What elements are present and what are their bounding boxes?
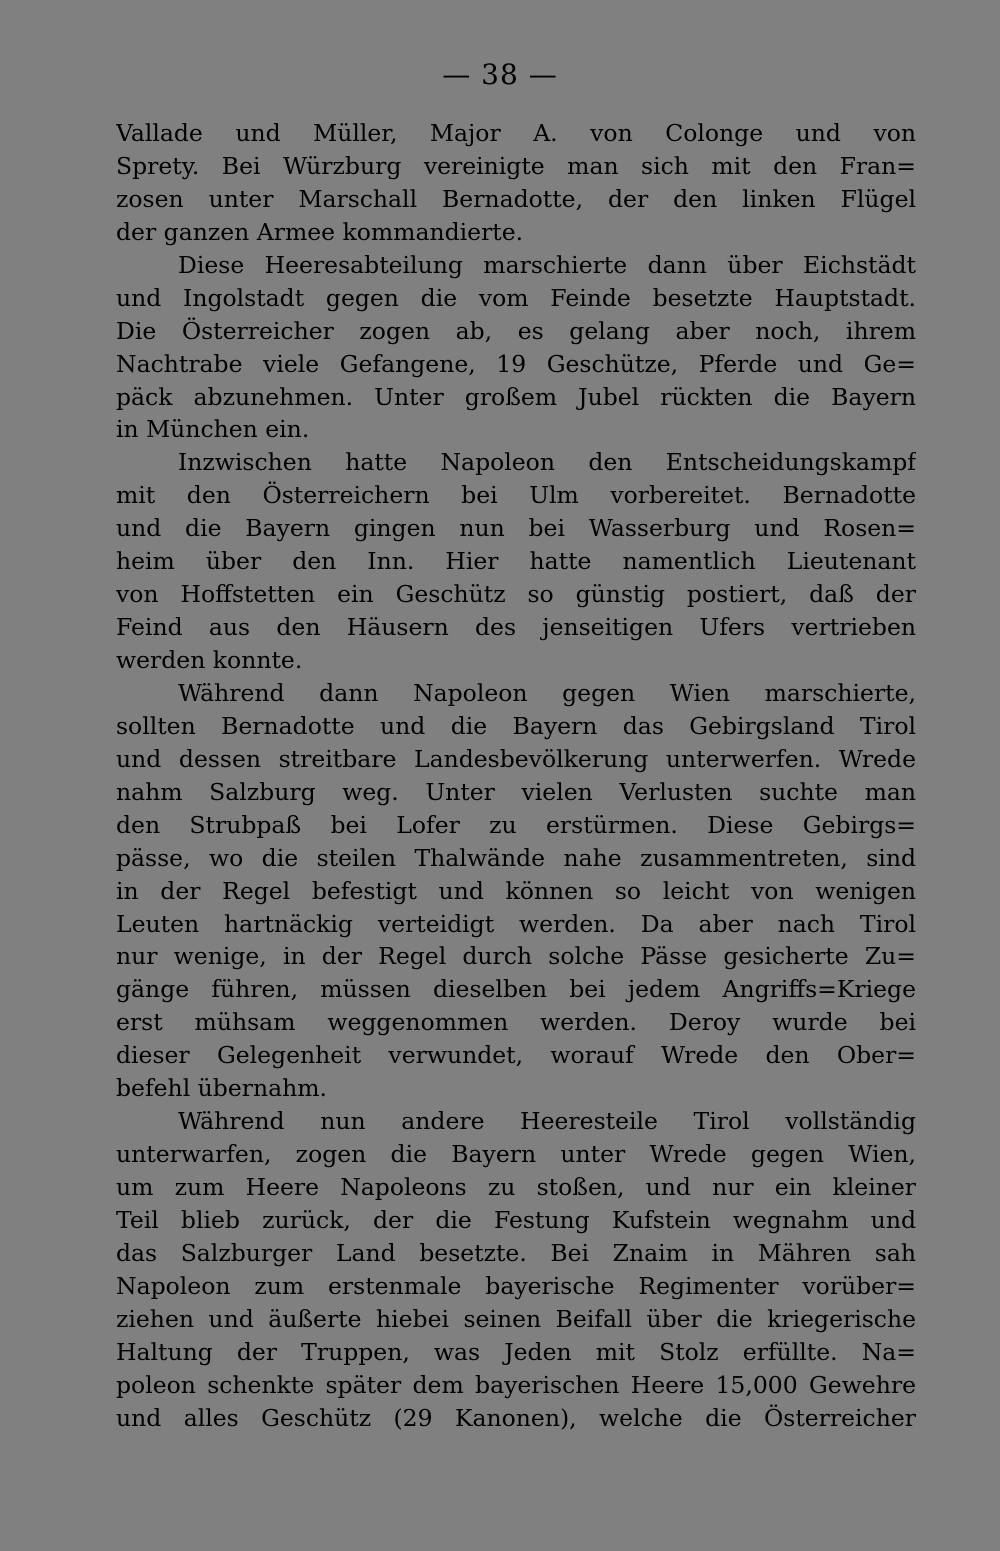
text-line: in München ein. [116,415,310,444]
text-line: von Hoffstetten ein Geschütz so günstig postiert, daß der [116,580,916,609]
text-line: heim über den Inn. Hier hatte namentlich Lieutenant [116,547,916,576]
text-line: gänge führen, müssen dieselben bei jedem Angriffs=Kriege [116,975,916,1004]
text-line: und alles Geschütz (29 Kanonen), welche die Österreicher [116,1403,916,1432]
text-line: Napoleon zum erstenmale bayerische Regimenter vorüber= [116,1271,916,1300]
text-line: Nachtrabe viele Gefangene, 19 Geschütze, Pferde und Ge= [116,349,916,378]
text-line: und Ingolstadt gegen die vom Feinde besetzte Hauptstadt. [116,283,916,312]
text-line: mit den Österreichern bei Ulm vorbereitet. Bernadotte [116,481,916,510]
text-line: päck abzunehmen. Unter großem Jubel rückten die Bayern [116,382,916,411]
text-line: Feind aus den Häusern des jenseitigen Ufers vertrieben [116,613,916,642]
text-line: Die Österreicher zogen ab, es gelang aber noch, ihrem [116,316,916,345]
page-number: — 38 — [442,58,558,91]
text-line: in der Regel befestigt und können so leicht von wenigen [116,876,916,905]
text-line: sollten Bernadotte und die Bayern das Gebirgsland Tirol [116,711,916,740]
text-line: pässe, wo die steilen Thalwände nahe zusammentreten, sind [116,843,916,872]
text-line: Während dann Napoleon gegen Wien marschierte, [178,678,916,707]
text-line: Während nun andere Heeresteile Tirol vollständig [178,1107,916,1136]
text-line: und die Bayern gingen nun bei Wasserburg und Rosen= [116,514,916,543]
text-line: nur wenige, in der Regel durch solche Pässe gesicherte Zu= [116,942,916,971]
text-line: ziehen und äußerte hiebei seinen Beifall über die kriegerische [116,1304,916,1333]
text-line: dieser Gelegenheit verwundet, worauf Wrede den Ober= [116,1041,916,1070]
text-line: zosen unter Marschall Bernadotte, der den linken Flügel [116,184,916,213]
text-line: Sprety. Bei Würzburg vereinigte man sich mit den Fran= [116,151,916,180]
text-line: um zum Heere Napoleons zu stoßen, und nur ein kleiner [116,1173,916,1201]
text-line: das Salzburger Land besetzte. Bei Znaim in Mähren sah [116,1238,916,1267]
text-line: werden konnte. [116,646,303,674]
body-text [116,117,916,1435]
text-line: und dessen streitbare Landesbevölkerung unterwerfen. Wrede [116,744,916,773]
text-line: Inzwischen hatte Napoleon den Entscheidungskampf [178,448,916,477]
text-line: den Strubpaß bei Lofer zu erstürmen. Diese Gebirgs= [116,810,916,839]
text-line: poleon schenkte später dem bayerischen Heere 15,000 Gewehre [116,1370,916,1399]
text-line: der ganzen Armee kommandierte. [116,217,524,246]
text-line: unterwarfen, zogen die Bayern unter Wrede gegen Wien, [116,1140,916,1169]
text-line: nahm Salzburg weg. Unter vielen Verlusten suchte man [116,777,916,806]
text-line: Teil blieb zurück, der die Festung Kufstein wegnahm und [116,1205,916,1234]
text-line: Diese Heeresabteilung marschierte dann über Eichstädt [178,250,916,279]
text-line: Vallade und Müller, Major A. von Colonge und von [116,119,916,147]
text-line: erst mühsam weggenommen werden. Deroy wurde bei [116,1008,916,1037]
text-line: Leuten hartnäckig verteidigt werden. Da aber nach Tirol [116,909,916,938]
text-line: Haltung der Truppen, was Jeden mit Stolz erfüllte. Na= [116,1337,916,1366]
text-line: befehl übernahm. [116,1074,328,1103]
